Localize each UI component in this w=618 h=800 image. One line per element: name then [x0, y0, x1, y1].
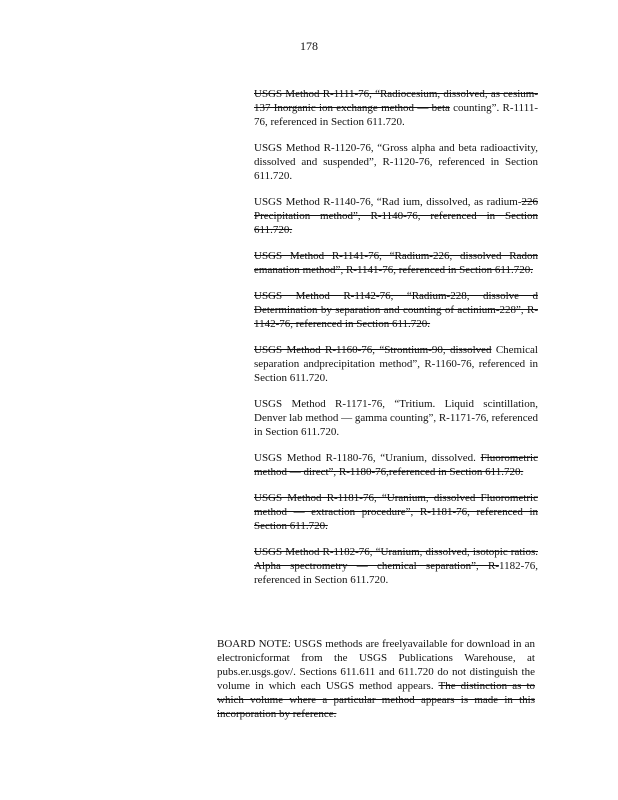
reference-item	[254, 451, 538, 479]
struck-text: USGS Method R-1141-76, “Radium-226, dissolved Radon emanation method”, R-1141-76, referenced in Section 611.720.	[254, 250, 538, 276]
reference-list	[254, 87, 538, 599]
board-note	[217, 637, 535, 721]
reference-text: 1182-76, referenced in Section 611.720.	[254, 560, 538, 586]
reference-text: USGS Method R-1120-76, “Gross alpha and beta radioactivity, dissolved and suspended”, R-1120-76, referenced in Section 611.720.	[254, 142, 538, 182]
reference-item	[254, 491, 538, 533]
reference-text: USGS Method R-1171-76, “Tritium. Liquid scintillation, Denver lab method — gamma counting”, R-1171-76, referenced in Section 611.720.	[254, 398, 538, 438]
reference-text: USGS Method R-1140-76, “Rad ium, dissolved, as radium-	[254, 196, 522, 208]
struck-text: USGS Method R-1142-76, “Radium-228, dissolve d Determination by separation and counting of actinium-228”, R-1142-76, referenced in Section 611.720.	[254, 290, 538, 330]
reference-item	[254, 343, 538, 385]
reference-item	[254, 249, 538, 277]
struck-text: USGS Method R-1181-76, “Uranium, dissolved Fluorometric method — extraction procedure”, R-1181-76, referenced in Section 611.720.	[254, 492, 538, 532]
reference-text: counting”. R-1111-76, referenced in Section 611.720.	[254, 102, 538, 128]
reference-item	[254, 195, 538, 237]
reference-item	[254, 545, 538, 587]
board-note-text: BOARD NOTE: USGS methods are freelyavailable for download in an electronicformat from the USGS Publications Warehouse, at pubs.er.usgs.gov/. Sections 611.611 and 611.720 do not distinguish the volume in which each USGS method appears.	[217, 638, 535, 692]
struck-text: USGS Method R-1182-76, “Uranium, dissolved, isotopic ratios. Alpha spectrometry — chemical separation”, R-	[254, 546, 538, 572]
reference-item	[254, 141, 538, 183]
struck-text: USGS Method R-1111-76, “Radiocesium, dissolved, as cesium-137 Inorganic ion exchange method — beta	[254, 88, 538, 114]
struck-text: USGS Method R-1160-76, “Strontium-90, dissolved	[254, 344, 492, 356]
reference-text: USGS Method R-1180-76, “Uranium, dissolved.	[254, 452, 481, 464]
reference-item	[254, 289, 538, 331]
struck-text: Fluorometric method — direct”, R-1180-76,referenced in Section 611.720.	[254, 452, 538, 478]
page-number: 178	[300, 39, 318, 53]
reference-item	[254, 397, 538, 439]
reference-text: Chemical separation andprecipitation method”, R-1160-76, referenced in Section 611.720.	[254, 344, 538, 384]
board-note-struck-text: The distinction as to which volume where a particular method appears is made in this incorporation by reference.	[217, 680, 536, 720]
struck-text: 226 Precipitation method”, R-1140-76, referenced in Section 611.720.	[254, 196, 538, 236]
reference-item	[254, 87, 538, 129]
